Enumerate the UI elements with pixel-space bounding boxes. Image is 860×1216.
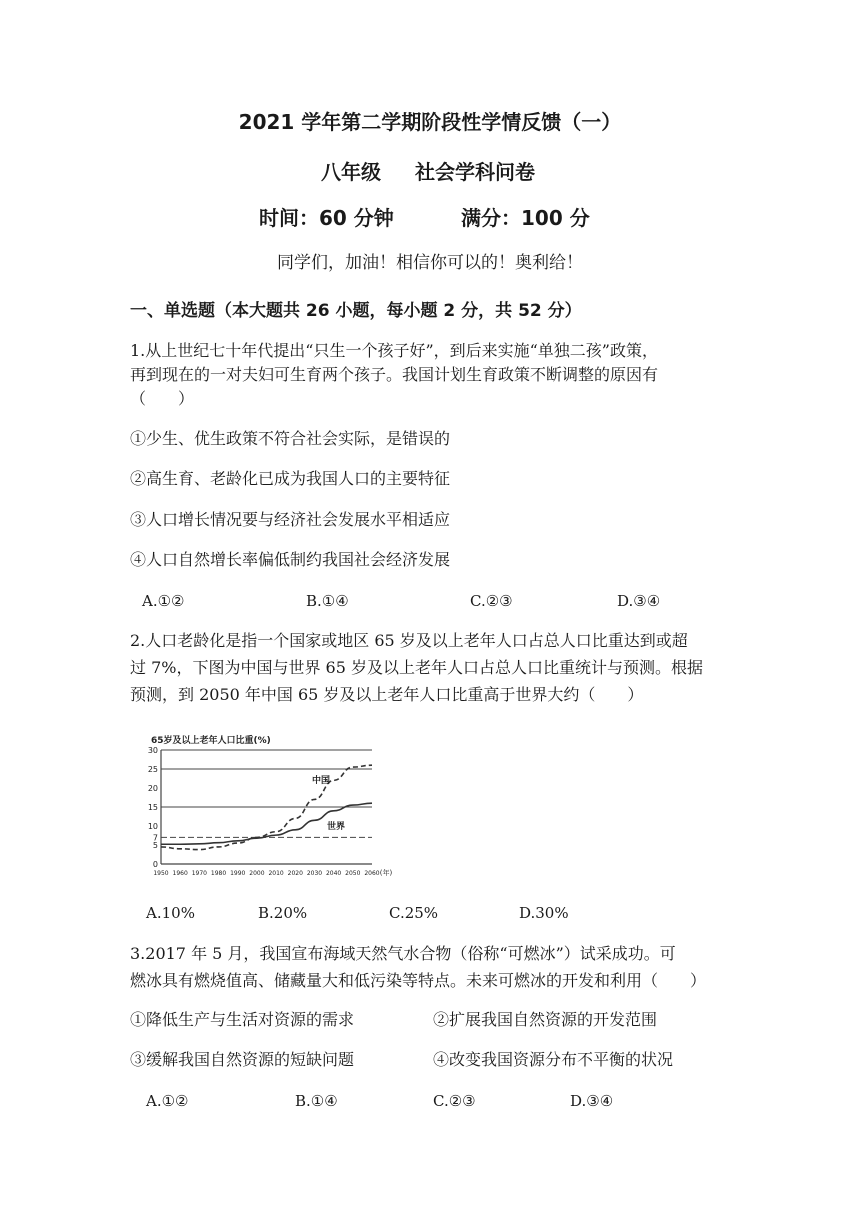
q2-stem-line3: 预测，到 2050 年中国 65 岁及以上老年人口比重高于世界大约（ ） (130, 685, 644, 704)
q3-option-b: B.①④ (295, 1092, 338, 1110)
q1-stem-line1: 1.从上世纪七十年代提出“只生一个孩子好”，到后来实施“单独二孩”政策， (130, 341, 658, 360)
q1-item-3: ③人口增长情况要与经济社会发展水平相适应 (130, 510, 451, 529)
chart-title: 65岁及以上老年人口比重(%) (151, 736, 271, 746)
q2-option-d: D.30% (519, 904, 569, 922)
y-tick-label: 0 (152, 860, 158, 869)
x-tick-label: 1970 (191, 870, 208, 877)
chart-x-ticks (153, 868, 392, 877)
grade-label: 八年级 (321, 160, 381, 184)
q2-option-b: B.20% (258, 904, 308, 922)
x-tick-label: 2050 (345, 870, 361, 877)
q1-stem-line2: 再到现在的一对夫妇可生育两个孩子。我国计划生育政策不断调整的原因有 (130, 365, 659, 384)
q1-option-d: D.③④ (617, 592, 661, 610)
q3-option-d: D.③④ (570, 1092, 614, 1110)
q1-option-c: C.②③ (470, 592, 513, 610)
y-tick-label: 15 (147, 803, 158, 812)
q3-item-2: ②扩展我国自然资源的开发范围 (433, 1010, 658, 1029)
x-tick-label: 1960 (172, 870, 188, 877)
q2-option-c: C.25% (389, 904, 439, 922)
x-tick-label: 2060 (364, 870, 380, 877)
chart-grid (161, 750, 372, 864)
q3-item-4: ④改变我国资源分布不平衡的状况 (433, 1050, 674, 1069)
legend-world: 世界 (327, 822, 346, 832)
q3-item-3: ③缓解我国自然资源的短缺问题 (130, 1050, 355, 1069)
q1-item-2: ②高生育、老龄化已成为我国人口的主要特征 (130, 469, 451, 488)
x-tick-label: 1990 (230, 870, 246, 877)
y-tick-label: 30 (147, 746, 158, 755)
q3-stem-line2: 燃冰具有燃烧值高、储藏量大和低污染等特点。未来可燃冰的开发和利用（ ） (130, 971, 707, 990)
q2-stem-line2: 过 7%，下图为中国与世界 65 岁及以上老年人口占总人口比重统计与预测。根据 (130, 658, 704, 677)
y-tick-label: 10 (147, 822, 158, 831)
x-tick-label: 1980 (210, 870, 227, 877)
q3-option-c: C.②③ (433, 1092, 476, 1110)
y-tick-label: 5 (152, 841, 158, 850)
encouragement-text: 同学们，加油！相信你可以的！奥利给！ (277, 253, 583, 273)
score-label: 满分：100 分 (461, 206, 590, 230)
q1-option-b: B.①④ (306, 592, 349, 610)
q3-stem-line1: 3.2017 年 5 月，我国宣布海域天然气水合物（俗称“可燃冰”）试采成功。可 (130, 944, 676, 963)
q1-option-a: A.①② (142, 592, 185, 610)
subject-label: 社会学科问卷 (415, 160, 535, 184)
page-title: 2021 学年第二学期阶段性学情反馈（一） (238, 110, 622, 134)
time-label: 时间：60 分钟 (259, 206, 394, 230)
x-tick-label: 2020 (287, 870, 303, 877)
q1-item-4: ④人口自然增长率偏低制约我国社会经济发展 (130, 550, 451, 569)
aging-population-chart (140, 728, 410, 886)
x-tick-label: 2000 (249, 870, 265, 877)
legend-china: 中国 (312, 776, 331, 786)
q1-answer-blank: （ ） (130, 389, 195, 408)
x-axis-label: (年) (379, 869, 393, 877)
x-tick-label: 2030 (306, 870, 323, 877)
q3-item-1: ①降低生产与生活对资源的需求 (130, 1010, 355, 1029)
y-tick-label: 7 (152, 833, 158, 843)
y-tick-label: 20 (147, 784, 158, 793)
chart-y-ticks (148, 746, 158, 869)
q1-item-1: ①少生、优生政策不符合社会实际，是错误的 (130, 429, 451, 448)
section-heading: 一、单选题（本大题共 26 小题，每小题 2 分，共 52 分） (130, 301, 582, 321)
q3-option-a: A.①② (146, 1092, 189, 1110)
x-tick-label: 2040 (325, 870, 342, 877)
q2-option-a: A.10% (146, 904, 195, 922)
x-tick-label: 2010 (268, 870, 284, 877)
q2-stem-line1: 2.人口老龄化是指一个国家或地区 65 岁及以上老年人口占总人口比重达到或超 (130, 631, 688, 650)
y-tick-label: 25 (147, 765, 158, 774)
x-tick-label: 1950 (153, 870, 169, 877)
